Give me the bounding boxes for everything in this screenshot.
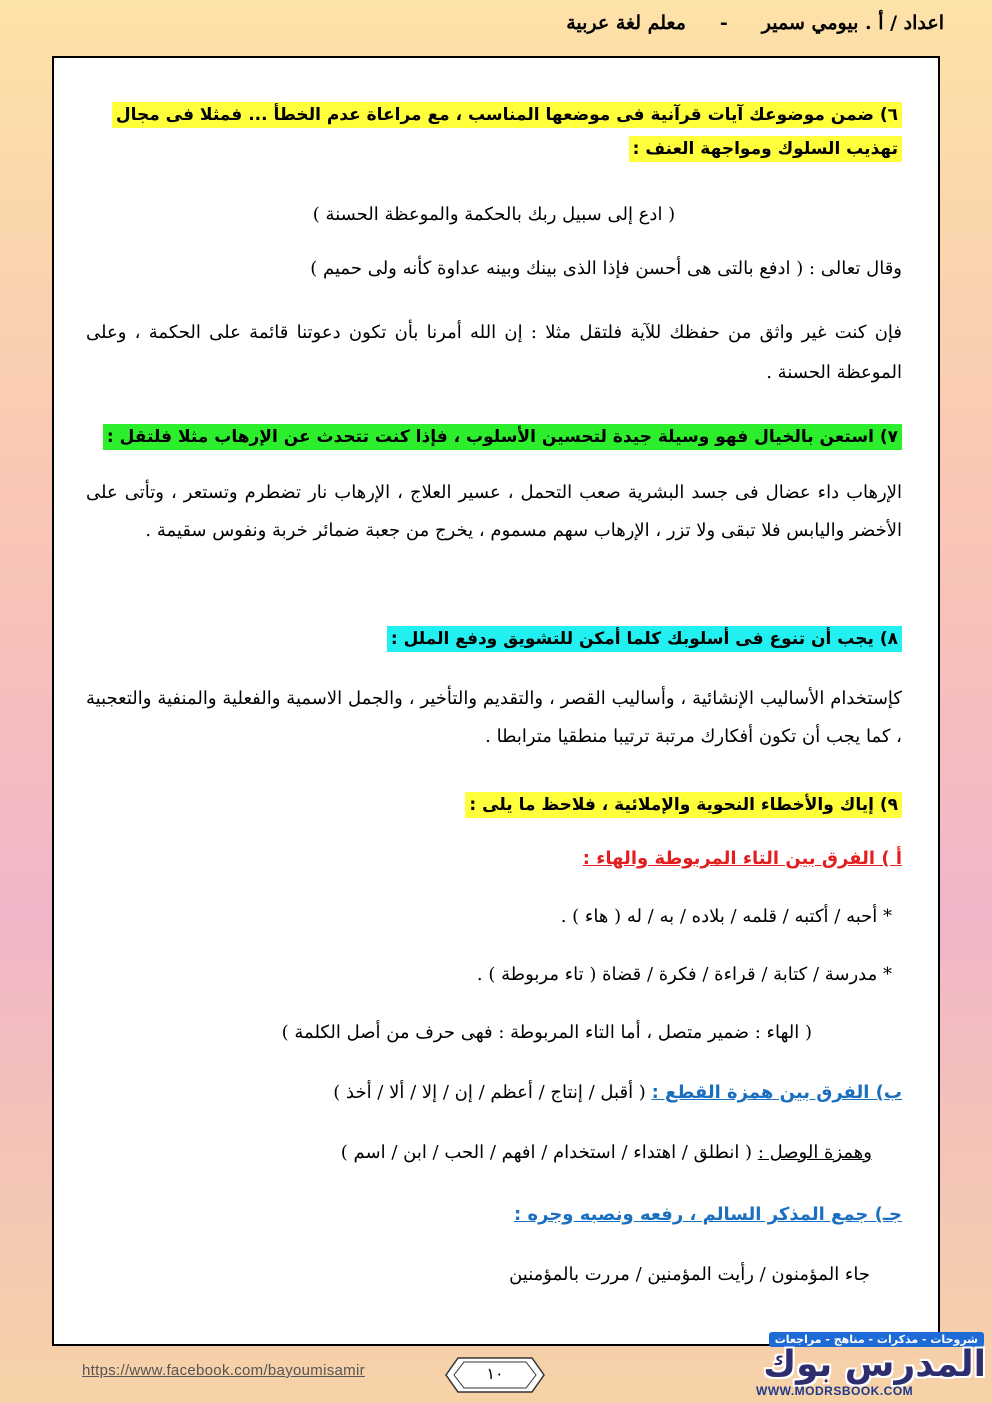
- page-header: [532, 12, 944, 42]
- section-7-heading-block: [86, 420, 902, 454]
- verse-1: ( ادع إلى سبيل ربك بالحكمة والموعظة الحسنة ): [312, 204, 676, 225]
- sub-b-examples: ( أقبل / إنتاج / أعظم / إن / إلا / ألا / أخذ ): [333, 1082, 646, 1103]
- line-c1: جاء المؤمنون / رأيت المؤمنين / مررت بالمؤمنين: [509, 1264, 870, 1285]
- wasl-line: [341, 1142, 872, 1163]
- section-9-heading: ٩) إياك والأخطاء النحوية والإملائية ، فلاحظ ما يلى :: [465, 792, 902, 818]
- line-a2: * مدرسة / كتابة / قراءة / فكرة / قضاة ( تاء مربوطة ) .: [476, 964, 892, 985]
- section-7-paragraph: الإرهاب داء عضال فى جسد البشرية صعب التحمل ، عسير العلاج ، الإرهاب نار تضطرم وتستعر ، وتأتى على الأخضر واليابس فلا تبقى ولا تزر ، الإرهاب سهم مسموم ، يخرج من جعبة ضمائر خربة ونفوس سقيمة .: [86, 482, 902, 541]
- verse-2: وقال تعالى : ( ادفع بالتى هى أحسن فإذا الذى بينك وبينه عداوة كأنه ولى حميم ): [310, 258, 902, 279]
- logo-name: المدرس بوك: [763, 1344, 986, 1385]
- author-credit: اعداد / أ . بيومي سمير: [761, 12, 944, 34]
- page-number: ١٠: [486, 1364, 504, 1383]
- sub-b-line: [333, 1082, 902, 1103]
- sub-b-title: ب) الفرق بين همزة القطع :: [651, 1082, 902, 1103]
- section-8-paragraph: كإستخدام الأساليب الإنشائية ، وأساليب القصر ، والتقديم والتأخير ، والجمل الاسمية والفعلية والمنفية والتعجبية ، كما يجب أن تكون أفكارك مرتبة ترتيبا منطقيا مترابطا .: [86, 688, 902, 747]
- logo-url: WWW.MODRSBOOK.COM: [756, 1384, 914, 1398]
- teacher-role: معلم لغة عربية: [566, 12, 686, 34]
- logo-tagline: شروحات - مذكرات - مناهج - مراجعات: [769, 1332, 984, 1347]
- sub-a-title: أ ) الفرق بين التاء المربوطة والهاء :: [582, 848, 902, 869]
- section-8-heading-block: [86, 622, 902, 656]
- section-9-heading-block: [86, 788, 902, 822]
- site-logo: [750, 1330, 990, 1400]
- page-number-badge: [444, 1356, 546, 1394]
- section-6-paragraph: فإن كنت غير واثق من حفظك للآية فلتقل مثلا : إن الله أمرنا بأن تكون دعوتنا قائمة على الحكمة ، وعلى الموعظة الحسنة .: [86, 322, 902, 383]
- header-separator: -: [719, 12, 728, 34]
- facebook-link[interactable]: https://www.facebook.com/bayoumisamir: [82, 1362, 365, 1379]
- section-7-heading: ٧) استعن بالخيال فهو وسيلة جيدة لتحسين الأسلوب ، فإذا كنت تتحدث عن الإرهاب مثلا فلتقل :: [103, 424, 902, 450]
- sub-c-title: جـ) جمع المذكر السالم ، رفعه ونصبه وجره :: [514, 1204, 902, 1225]
- line-a1: * أحبه / أكتبه / قلمه / بلاده / به / له ( هاء ) .: [560, 906, 892, 927]
- document-page: [52, 56, 940, 1346]
- section-6-heading: ٦) ضمن موضوعك آيات قرآنية فى موضعها المناسب ، مع مراعاة عدم الخطأ ... فمثلا فى مجال تهذيب السلوك ومواجهة العنف :: [112, 102, 902, 162]
- wasl-examples: ( انطلق / اهتداء / استخدام / افهم / الحب / ابن / اسم ): [340, 1142, 753, 1163]
- line-a3: ( الهاء : ضمير متصل ، أما التاء المربوطة : فهى حرف من أصل الكلمة ): [281, 1022, 812, 1043]
- section-6-heading-block: [86, 98, 902, 166]
- wasl-label: وهمزة الوصل :: [757, 1142, 872, 1163]
- section-8-heading: ٨) يجب أن تنوع فى أسلوبك كلما أمكن للتشويق ودفع الملل :: [387, 626, 902, 652]
